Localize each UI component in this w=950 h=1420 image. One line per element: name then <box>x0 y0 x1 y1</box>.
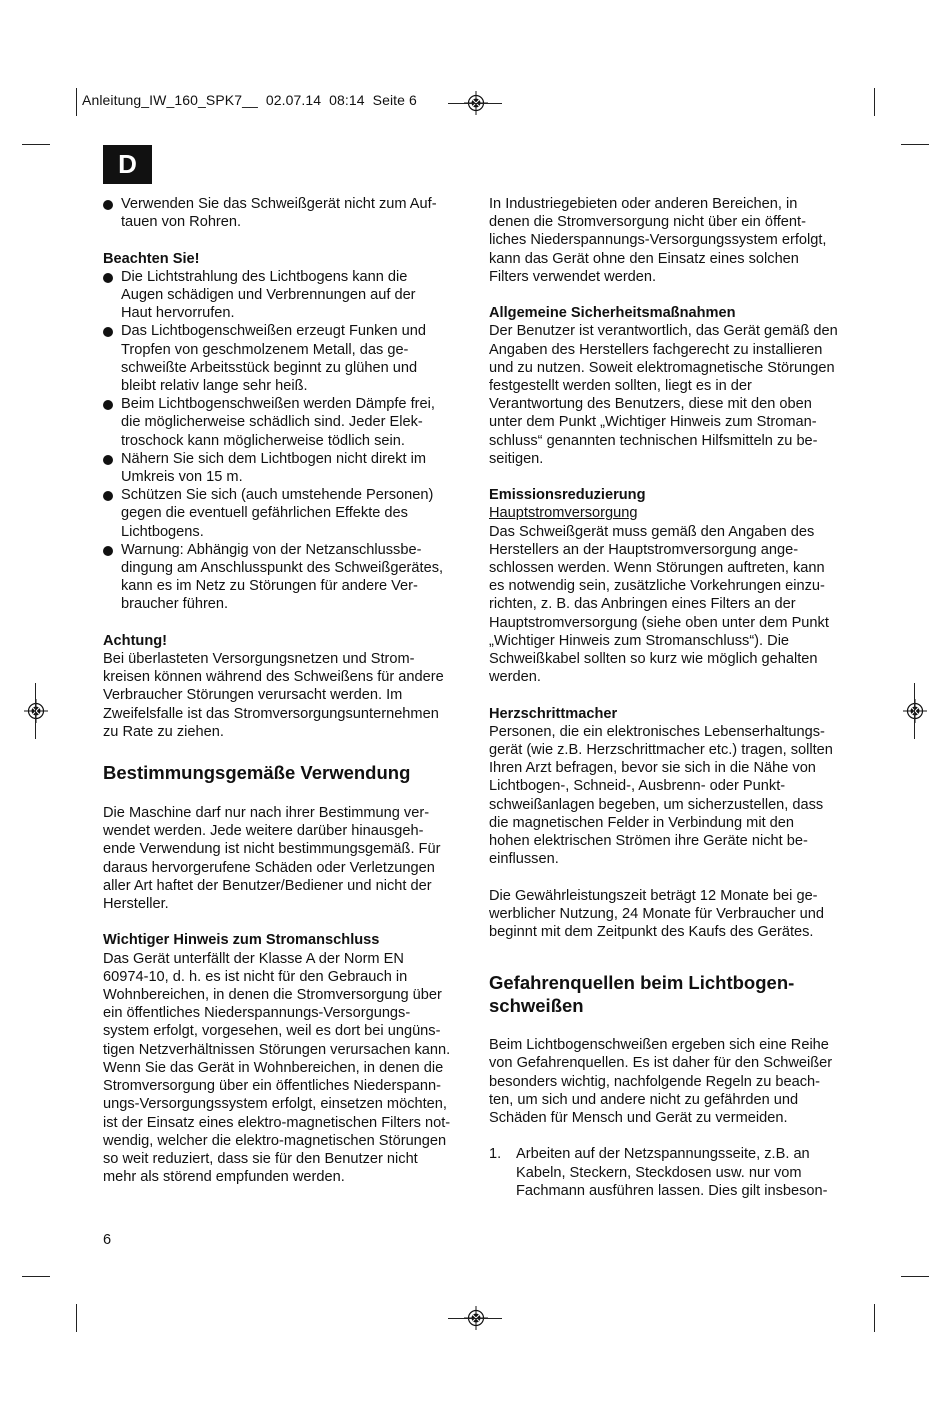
crop-mark-top-right-horizontal <box>901 144 929 145</box>
section-title-bestimmung: Bestimmungsgemäße Verwendung <box>103 762 411 784</box>
crop-mark-top-right-vertical <box>874 88 875 116</box>
sicherheit-heading: Allgemeine Sicherheitsmaßnahmen <box>489 305 736 322</box>
crop-mark-bottom-right-vertical <box>874 1304 875 1332</box>
registration-line-bottom <box>448 1318 502 1319</box>
list-item: Warnung: Abhängig von der Netzanschlussbe- dingung am Anschlusspunkt des Schweißgerätes, kann es im Netz zu Störungen für andere Ver- braucher führen. <box>103 541 467 614</box>
crop-mark-top-left-vertical <box>76 88 77 116</box>
right-column <box>489 195 849 1200</box>
crop-mark-bottom-left-vertical <box>76 1304 77 1332</box>
emission-paragraph: Das Schweißgerät muss gemäß den Angaben des Herstellers an der Hauptstromversorgung ange- schlossen werden. Wenn Störungen auftreten, kann es notwendig sein, zusätzliche Vorkehrungen einzu- richten, z. B. das Anbringen eines Filters an der Hauptstromversorgung (siehe oben unter dem Punkt „Wichtiger Hinweis zum Stromanschluss“). Die Schweißkabel sollten so kurz wie möglich gehalten werden. <box>489 523 829 686</box>
bullet-icon <box>103 273 113 283</box>
registration-line-right <box>914 683 915 739</box>
bullet-icon <box>103 546 113 556</box>
crop-mark-bottom-right-horizontal <box>901 1276 929 1277</box>
hinweis-heading: Wichtiger Hinweis zum Stromanschluss <box>103 932 380 949</box>
section-title-gefahrenquellen: Gefahrenquellen beim Lichtbogen- schweißen <box>489 972 795 1017</box>
registration-line-left <box>35 683 36 739</box>
crop-mark-bottom-left-horizontal <box>22 1276 50 1277</box>
beachten-heading: Beachten Sie! <box>103 250 200 267</box>
herz-paragraph: Personen, die ein elektronisches Lebenserhaltungs- gerät (wie z.B. Herzschrittmacher etc.) tragen, sollten Ihren Arzt befragen, bevor sie sich in die Nähe von Lichtbogen-, Schneid-, Ausbrenn- oder Punkt- schweißanlagen begeben, um sicherzustellen, dass die magnetischen Felder in Verbindung mit den hohen elektrischen Strömen ihre Geräte nicht be- einflussen. <box>489 723 833 868</box>
registration-mark-icon <box>24 699 48 723</box>
left-column <box>103 195 467 1186</box>
list-item: Das Lichtbogenschweißen erzeugt Funken und Tropfen von geschmolzenem Metall, das ge- schweißte Arbeitsstück beginnt zu glühen und bleibt relativ lange sehr heiß. <box>103 322 467 395</box>
list-number: 1. <box>489 1146 502 1163</box>
bestimmung-paragraph: Die Maschine darf nur nach ihrer Bestimmung ver- wendet werden. Jede weitere darüber hinausgeh- ende Verwendung ist nicht bestimmungsgemäß. Für daraus hervorgerufene Schäden oder Verletzungen aller Art haftet der Benutzer/Bediener und nicht der Hersteller. <box>103 805 441 913</box>
list-item: Die Lichtstrahlung des Lichtbogens kann die Augen schädigen und Verbrennungen auf der Haut hervorrufen. <box>103 268 467 323</box>
bullet-icon <box>103 200 113 210</box>
registration-mark-icon <box>903 699 927 723</box>
bullet-icon <box>103 400 113 410</box>
language-tab: D <box>103 145 152 184</box>
bullet-icon <box>103 327 113 337</box>
achtung-paragraph: Bei überlasteten Versorgungsnetzen und Strom- kreisen können während des Schweißens für andere Verbraucher Störungen verursacht werden. Im Zweifelsfalle ist das Stromversorgungsunternehmen zu Rate zu ziehen. <box>103 651 444 740</box>
sicherheit-paragraph: Der Benutzer ist verantwortlich, das Gerät gemäß den Angaben des Herstellers fachgerecht zu installieren und zu nutzen. Soweit elektromagnetische Störungen festgestellt werden sollten, liegt es in der Verantwortung des Benutzers, diese mit den oben unter dem Punkt „Wichtiger Hinweis zum Stroman- schluss“ genannten technischen Hilfsmitteln zu be- seitigen. <box>489 323 838 467</box>
bullet-icon <box>103 455 113 465</box>
print-slug: Anleitung_IW_160_SPK7__ 02.07.14 08:14 Seite 6 <box>82 92 417 108</box>
list-item: Beim Lichtbogenschweißen werden Dämpfe frei, die möglicherweise schädlich sind. Jeder Elek- troschock kann möglicherweise tödlich sein. <box>103 395 467 450</box>
registration-line-top <box>448 103 502 104</box>
hinweis-paragraph: Das Gerät unterfällt der Klasse A der Norm EN 60974-10, d. h. es ist nicht für den Gebrauch in Wohnbereichen, in denen die Stromversorgung über ein öffentliches Niederspannungs-Versorgungs- system erfolgt, vorgesehen, weil es dort bei ungüns- tigen Netzverhältnissen Störungen verursachen kann. Wenn Sie das Gerät in Wohnbereichen, in denen die Stromversorgung über ein öffentliches Niederspann- ungs-Versorgungssystem erfolgt, einsetzen möchten, ist der Einsatz eines elektro-magnetischen Filters not- wendig, welcher die elektro-magnetischen Störungen so weit reduziert, dass sie für den Benutzer nicht mehr als störend empfunden werden. <box>103 950 451 1186</box>
list-item: 1. Arbeiten auf der Netzspannungsseite, z.B. an Kabeln, Steckern, Steckdosen usw. nur vom Fachmann ausführen lassen. Dies gilt insbeson- <box>489 1146 828 1199</box>
bullet-icon <box>103 491 113 501</box>
intro-paragraph: In Industriegebieten oder anderen Bereichen, in denen die Stromversorgung nicht über ein öffent- liches Niederspannungs-Versorgungssystem erfolgt, kann das Gerät ohne den Einsatz eines solchen Filters verwendet werden. <box>489 196 827 285</box>
crop-mark-top-left-horizontal <box>22 144 50 145</box>
list-item: Schützen Sie sich (auch umstehende Personen) gegen die eventuell gefährlichen Effekte des Lichtbogens. <box>103 486 467 541</box>
emission-subheading: Hauptstromversorgung <box>489 505 638 522</box>
warranty-paragraph: Die Gewährleistungszeit beträgt 12 Monate bei ge- werblicher Nutzung, 24 Monate für Verbraucher und beginnt mit dem Zeitpunkt des Kaufs des Gerätes. <box>489 887 825 941</box>
list-item: Verwenden Sie das Schweißgerät nicht zum Auf- tauen von Rohren. <box>103 195 467 231</box>
list-item: Nähern Sie sich dem Lichtbogen nicht direkt im Umkreis von 15 m. <box>103 450 467 486</box>
herz-heading: Herzschrittmacher <box>489 705 618 722</box>
achtung-heading: Achtung! <box>103 632 168 649</box>
page-number: 6 <box>103 1232 112 1248</box>
emission-heading: Emissionsreduzierung <box>489 487 646 504</box>
gefahrenquellen-paragraph: Beim Lichtbogenschweißen ergeben sich eine Reihe von Gefahrenquellen. Es ist daher für den Schweißer besonders wichtig, nachfolgende Regeln zu beach- ten, um sich und andere nicht zu gefährden und Schäden für Mensch und Gerät zu vermeiden. <box>489 1037 833 1127</box>
